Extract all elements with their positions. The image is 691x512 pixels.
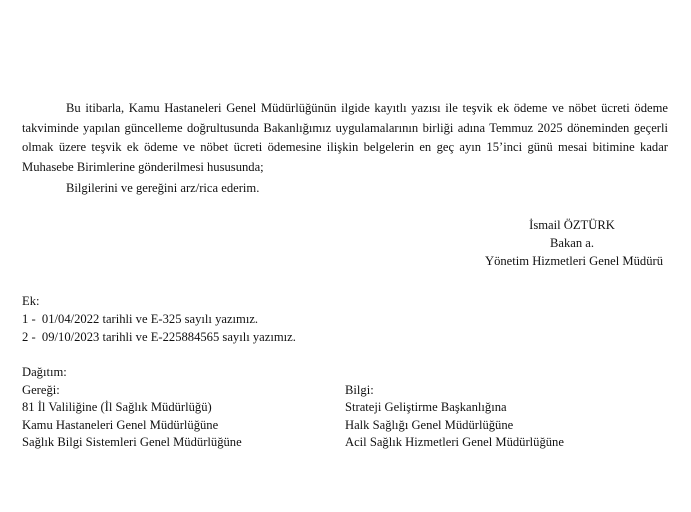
distribution-info-heading: Bilgi: bbox=[345, 382, 374, 397]
distribution-info-item: Strateji Geliştirme Başkanlığına bbox=[345, 400, 507, 414]
distribution-columns bbox=[22, 382, 668, 452]
distribution-action-item: Sağlık Bilgi Sistemleri Genel Müdürlüğüne bbox=[22, 435, 242, 449]
distribution-heading: Dağıtım: bbox=[22, 365, 67, 379]
signatory-on-behalf: Bakan a. bbox=[549, 236, 595, 250]
distribution-action-item: Kamu Hastaneleri Genel Müdürlüğüne bbox=[22, 417, 219, 432]
signature-block bbox=[483, 216, 661, 270]
attachment-item: 2 - 09/10/2023 tarihli ve E-225884565 sayılı yazımız. bbox=[22, 330, 296, 344]
closing-line: Bilgilerini ve gereğini arz/rica ederim. bbox=[66, 181, 260, 195]
attachments-heading: Ek: bbox=[22, 294, 40, 308]
distribution-action-heading: Gereği: bbox=[22, 382, 60, 397]
distribution-section bbox=[22, 364, 668, 452]
body-paragraph-text: Bu itibarla, Kamu Hastaneleri Genel Müdürlüğünün ilgide kayıtlı yazısı ile teşvik ek ödeme ve nöbet ücreti ödeme takviminde yapılan güncelleme doğrultusunda Bakanlığımız uygulamalarının birliği adına Temmuz 2025 döneminden geçerli olmak üzere teşvik ek ödeme ve nöbet ücreti ödemesine ilişkin belgelerin en geç ayın 15’inci günü mesai bitimine kadar Muhasebe Birimlerine gönderilmesi hususunda; bbox=[22, 101, 668, 174]
attachments-section bbox=[22, 292, 296, 346]
distribution-action-list bbox=[22, 382, 345, 452]
distribution-action-item: 81 İl Valiliğine (İl Sağlık Müdürlüğü) bbox=[22, 400, 212, 414]
signatory-title: Yönetim Hizmetleri Genel Müdürü bbox=[484, 254, 663, 268]
distribution-info-item: Acil Sağlık Hizmetleri Genel Müdürlüğüne bbox=[345, 435, 564, 449]
attachment-item: 1 - 01/04/2022 tarihli ve E-325 sayılı yazımız. bbox=[22, 312, 259, 326]
distribution-info-item: Halk Sağlığı Genel Müdürlüğüne bbox=[345, 417, 514, 432]
body-paragraph bbox=[22, 99, 668, 177]
signatory-name: İsmail ÖZTÜRK bbox=[529, 218, 615, 232]
distribution-info-list bbox=[345, 382, 668, 452]
